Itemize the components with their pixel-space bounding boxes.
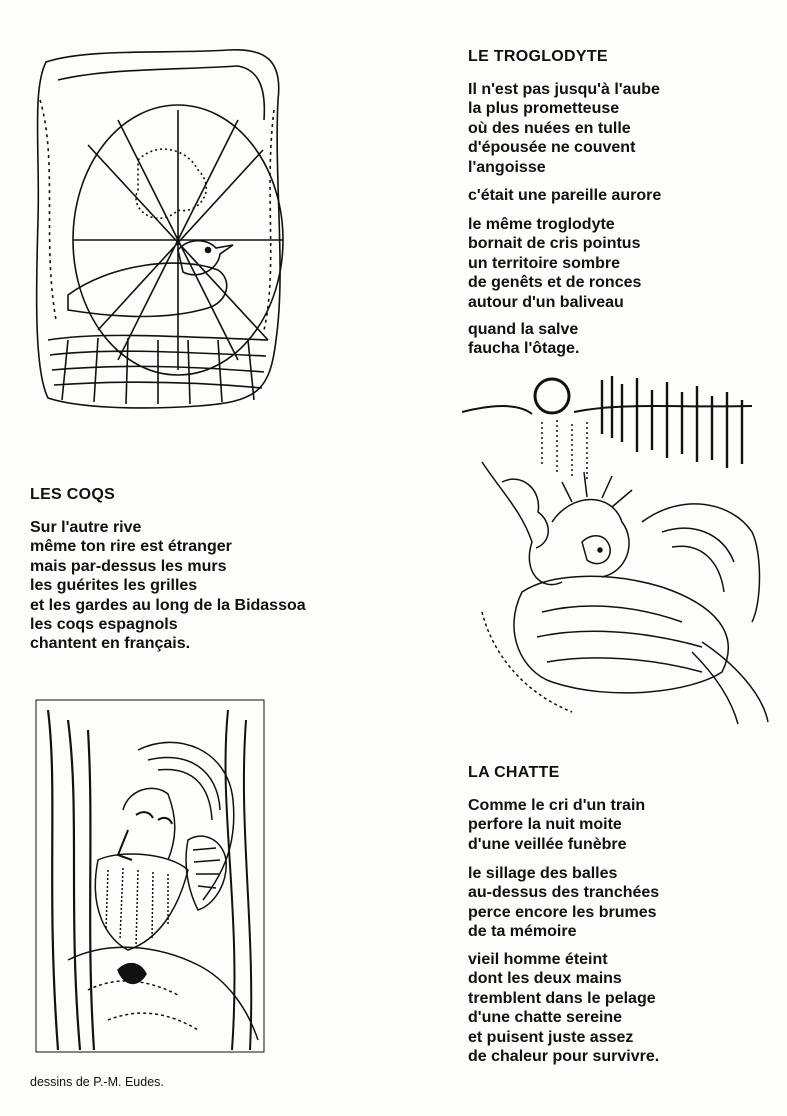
poem-line: quand la salve — [468, 321, 579, 338]
poem-line: l'angoisse — [468, 158, 546, 176]
illustration-credit: dessins de P.-M. Eudes. — [30, 1075, 164, 1089]
poem-line: Il n'est pas jusqu'à l'aube — [468, 81, 660, 98]
troglodyte-stanza-3 — [468, 215, 641, 312]
poem-line: le même troglodyte — [468, 216, 615, 233]
poem-line: perce encore les brumes — [468, 903, 657, 921]
poem-line: au-dessus des tranchées — [468, 884, 660, 902]
poem-line: vieil homme éteint — [468, 951, 608, 968]
poem-line: autour d'un baliveau — [468, 293, 624, 311]
poem-line: et puisent juste assez — [468, 1028, 634, 1046]
poem-line: chantent en français. — [30, 635, 191, 653]
poem-line: perfore la nuit moite — [468, 816, 622, 834]
poem-line: Comme le cri d'un train — [468, 797, 646, 814]
troglodyte-stanza-4 — [468, 320, 579, 359]
chatte-stanza-3 — [468, 950, 659, 1066]
poem-line: et les gardes au long de la Bidassoa — [30, 596, 306, 614]
poem-line: un territoire sombre — [468, 254, 621, 272]
rooster-drawing — [462, 372, 772, 727]
poem-line: où des nuées en tulle — [468, 119, 631, 137]
troglodyte-stanza-1 — [468, 80, 660, 177]
poem-line: dont les deux mains — [468, 970, 622, 988]
bird-drawing — [28, 40, 290, 412]
poem-line: les coqs espagnols — [30, 616, 178, 634]
poem-line: d'épousée ne couvent — [468, 139, 636, 157]
poem-line: de ta mémoire — [468, 923, 577, 941]
poem-title-coqs: LES COQS — [30, 486, 116, 503]
poem-line: le sillage des balles — [468, 865, 618, 882]
poem-line: d'une chatte sereine — [468, 1009, 623, 1027]
poem-title-troglodyte: LE TROGLODYTE — [468, 48, 608, 65]
poem-line: c'était une pareille aurore — [468, 187, 662, 204]
poem-line: de genêts et de ronces — [468, 274, 642, 292]
troglodyte-stanza-2 — [468, 186, 661, 205]
poem-line: tremblent dans le pelage — [468, 989, 656, 1007]
coqs-stanza-1 — [30, 518, 306, 654]
poem-line: bornait de cris pointus — [468, 235, 641, 253]
chatte-stanza-2 — [468, 864, 659, 942]
old-man-drawing — [28, 690, 270, 1060]
poem-line: faucha l'ôtage. — [468, 340, 580, 358]
poem-line: d'une veillée funèbre — [468, 835, 627, 853]
poem-line: mais par-dessus les murs — [30, 557, 227, 575]
poem-line: Sur l'autre rive — [30, 519, 142, 536]
poem-line: de chaleur pour survivre. — [468, 1048, 660, 1066]
poem-line: les guérites les grilles — [30, 577, 198, 595]
chatte-stanza-1 — [468, 796, 645, 854]
poem-title-chatte: LA CHATTE — [468, 764, 560, 781]
poem-line: même ton rire est étranger — [30, 538, 232, 556]
poem-line: la plus prometteuse — [468, 100, 620, 118]
